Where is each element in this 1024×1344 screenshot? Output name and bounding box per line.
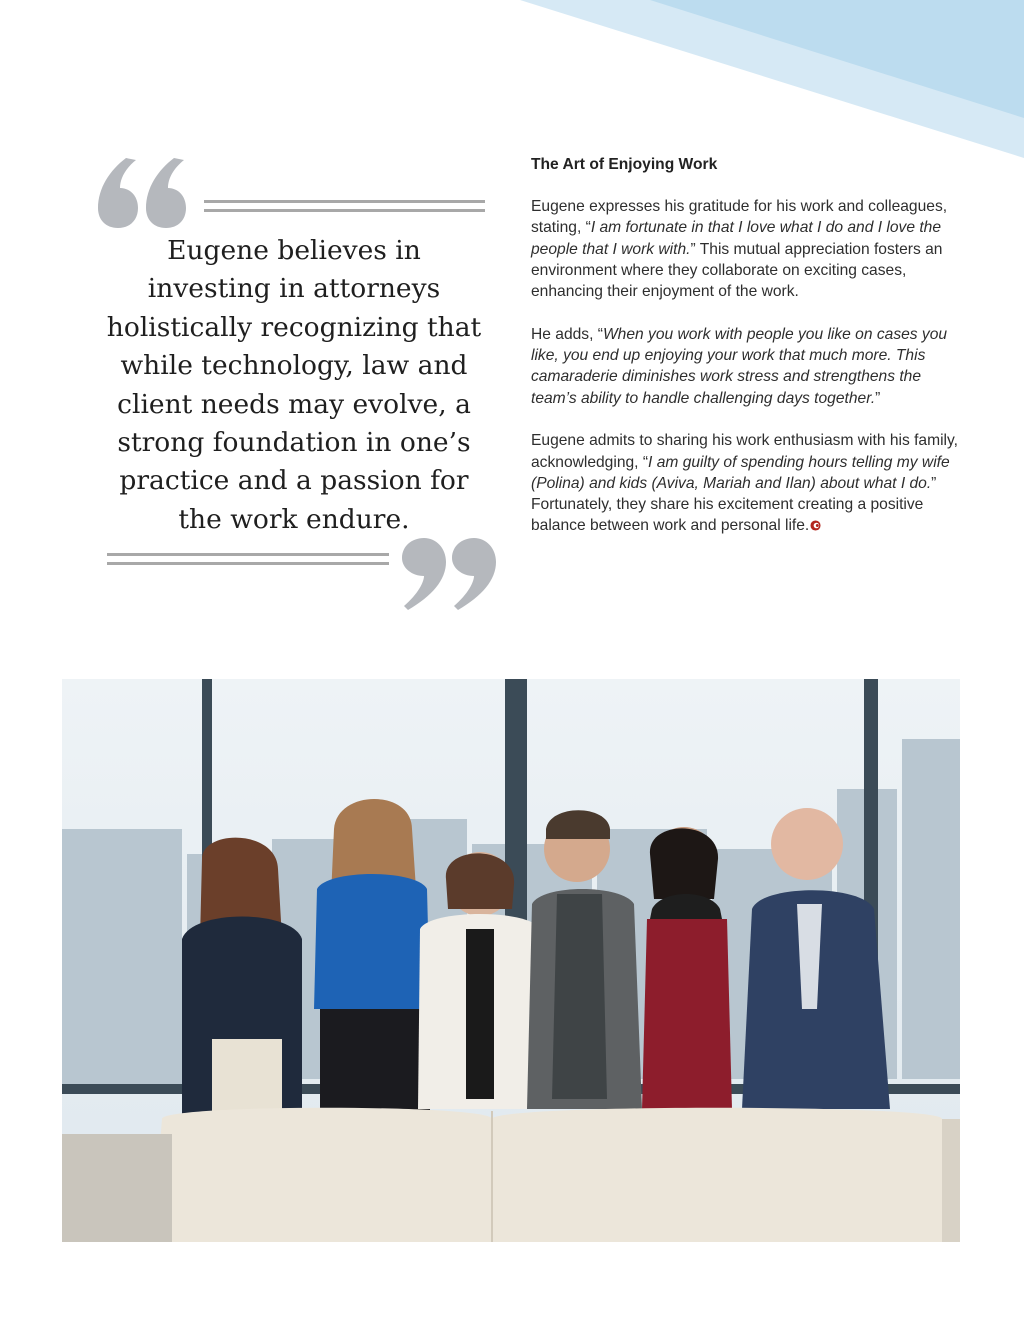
article-paragraph-2 — [531, 324, 961, 409]
paragraph-text: ” Fortunately, they share his excitement creating a positive balance between work and personal life. — [531, 474, 937, 535]
article-paragraph-1 — [531, 196, 961, 302]
open-quote-icon — [98, 158, 186, 228]
article-paragraph-3 — [531, 430, 961, 536]
close-quote-icon — [402, 538, 496, 610]
paragraph-text: ” — [875, 389, 881, 407]
inline-quote: When you work with people you like on cases you like, you end up enjoying your work that much more. This camaraderie diminishes work stress and strengthens the team’s ability to handle challenging days together. — [531, 325, 948, 407]
paragraph-text: Eugene expresses his gratitude for his work and colleagues, stating, “ — [531, 198, 948, 237]
pull-quote — [96, 150, 496, 615]
top-double-rule — [204, 200, 485, 212]
paragraph-text: ” This mutual appreciation fosters an environment where they collaborate on exciting cases, enhancing their enjoyment of the work. — [531, 240, 943, 301]
article-heading: The Art of Enjoying Work — [531, 156, 718, 173]
pull-quote-text: Eugene believes in investing in attorneys holistically recognizing that while technology, law and client needs may evolve, a strong foundation in one’s practice and a passion for the work endure. — [106, 235, 482, 535]
inline-quote: I am fortunate in that I love what I do and I love the people that I work with. — [531, 219, 942, 258]
team-photo — [62, 679, 960, 1242]
bottom-double-rule — [107, 553, 389, 565]
corner-accent-graphic — [0, 0, 1024, 170]
inline-quote: I am guilty of spending hours telling my wife (Polina) and kids (Aviva, Mariah and Ilan) about what I do. — [531, 453, 950, 492]
paragraph-text: He adds, “ — [531, 325, 603, 343]
couch — [62, 1108, 960, 1242]
end-of-article-icon — [810, 520, 821, 531]
paragraph-text: Eugene admits to sharing his work enthusiasm with his family, acknowledging, “ — [531, 432, 958, 471]
article-body — [531, 154, 961, 558]
